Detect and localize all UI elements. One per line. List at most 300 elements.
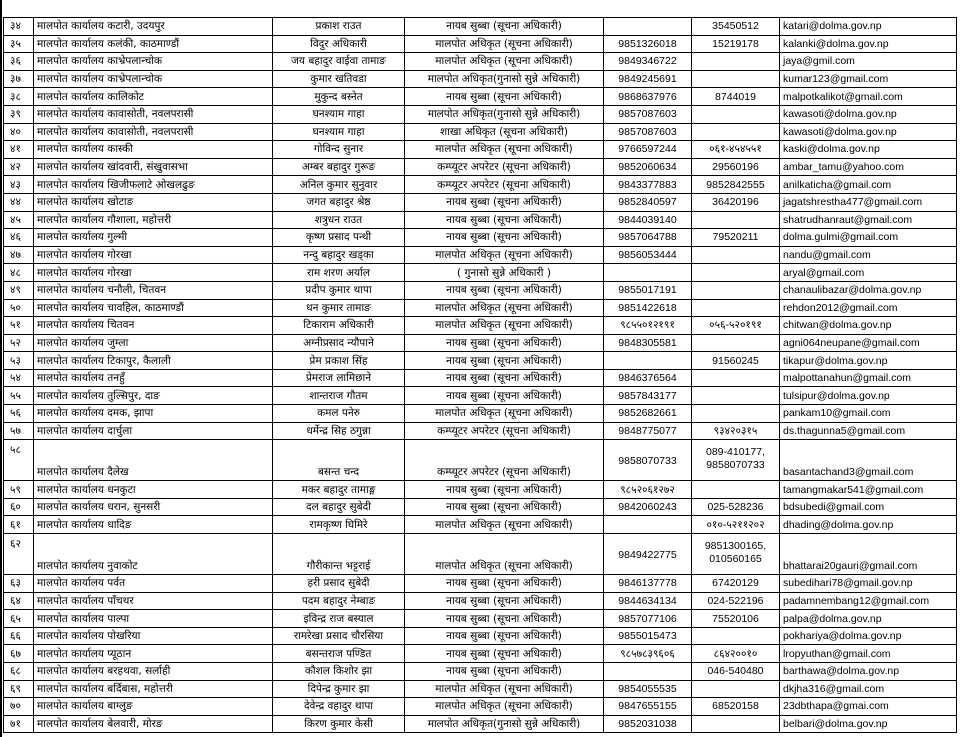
email-address[interactable]: ambar_tamu@yahoo.com: [780, 158, 957, 176]
mobile-number: 9852840597: [604, 193, 692, 211]
officer-name: बसन्तराज पण्डित: [273, 645, 405, 663]
officer-name: रामकृष्ण घिमिरे: [273, 516, 405, 534]
office-name: मालपोत कार्यालय धनकुटा: [34, 481, 273, 499]
table-row: [4, 317, 957, 335]
table-row: [4, 645, 957, 663]
serial-number: ६५: [4, 610, 34, 628]
email-address[interactable]: pankam10@gmail.com: [780, 405, 957, 423]
email-address[interactable]: kaski@dolma.gov.np: [780, 141, 957, 159]
office-name: मालपोत कार्यालय बेलवारी, मोरङ: [34, 715, 273, 733]
table-row: [4, 369, 957, 387]
serial-number: ४७: [4, 246, 34, 264]
mobile-number: 9847655155: [604, 698, 692, 716]
email-address[interactable]: aryal@gmail.com: [780, 264, 957, 282]
table-row: [4, 229, 957, 247]
phone-number: 9852842555: [692, 176, 780, 194]
officer-name: घनश्याम गाहा: [273, 123, 405, 141]
email-address[interactable]: rehdon2012@gmail.com: [780, 299, 957, 317]
phone-number: 79520211: [692, 229, 780, 247]
email-address[interactable]: jagatshrestha477@gmail.com: [780, 193, 957, 211]
designation: मालपोत अधिकृत(गुनासो सुन्ने अधिकारी): [405, 105, 604, 123]
mobile-number: [604, 18, 692, 36]
designation: नायब सुब्बा (सूचना अधिकारी): [405, 387, 604, 405]
table-row: [4, 663, 957, 681]
mobile-number: 9857064788: [604, 229, 692, 247]
table-row: [4, 88, 957, 106]
serial-number: ६२: [4, 534, 34, 575]
table-row: [4, 246, 957, 264]
serial-number: ४१: [4, 141, 34, 159]
officer-name: विदुर अधिकारी: [273, 35, 405, 53]
mobile-number: 9849422775: [604, 534, 692, 575]
serial-number: ४५: [4, 211, 34, 229]
phone-number: 9851300165, 010560165: [692, 534, 780, 575]
office-name: मालपोत कार्यालय चितवन: [34, 317, 273, 335]
phone-number: ८६४२००१०: [692, 645, 780, 663]
table-row: [4, 534, 957, 575]
phone-number: [692, 123, 780, 141]
officer-name: दल बहादुर सुबेदी: [273, 498, 405, 516]
office-name: मालपोत कार्यालय बरहथवा, सर्लाही: [34, 663, 273, 681]
serial-number: ३९: [4, 105, 34, 123]
mobile-number: [604, 663, 692, 681]
mobile-number: 9856053444: [604, 246, 692, 264]
email-address[interactable]: palpa@dolma.gov.np: [780, 610, 957, 628]
office-name: मालपोत कार्यालय दैलेख: [34, 440, 273, 481]
mobile-number: 9846376564: [604, 369, 692, 387]
email-address[interactable]: kawasoti@dolma.gov.np: [780, 123, 957, 141]
designation: मालपोत अधिकृत (सूचना अधिकारी): [405, 299, 604, 317]
phone-number: ०१०-५२११२०२: [692, 516, 780, 534]
designation: मालपोत अधिकृत (सूचना अधिकारी): [405, 53, 604, 71]
table-row: [4, 105, 957, 123]
officer-name: शत्रुधन राउत: [273, 211, 405, 229]
designation: नायब सुब्बा (सूचना अधिकारी): [405, 18, 604, 36]
mobile-number: 9855015473: [604, 627, 692, 645]
table-row: [4, 405, 957, 423]
serial-number: ३७: [4, 70, 34, 88]
table-row: [4, 141, 957, 159]
office-name: मालपोत कार्यालय गुल्मी: [34, 229, 273, 247]
office-name: मालपोत कार्यालय टिकापुर, कैलाली: [34, 352, 273, 370]
designation: मालपोत अधिकृत (सूचना अधिकारी): [405, 317, 604, 335]
officer-name: काैशल किशाेर झा: [273, 663, 405, 681]
officer-name: धन कुमार तामाङ: [273, 299, 405, 317]
office-name: मालपोत कार्यालय गाैशाला, महाेत्तरी: [34, 211, 273, 229]
email-address[interactable]: kawasoti@dolma.gov.np: [780, 105, 957, 123]
email-address[interactable]: tikapur@dolma.gov.np: [780, 352, 957, 370]
designation: कम्प्यूटर अपरेटर (सूचना अधिकारी): [405, 158, 604, 176]
designation: नायब सुब्बा (सूचना अधिकारी): [405, 575, 604, 593]
designation: नायब सुब्बा (सूचना अधिकारी): [405, 481, 604, 499]
serial-number: ५६: [4, 405, 34, 423]
email-address[interactable]: chanaulibazar@dolma.gov.np: [780, 281, 957, 299]
table-row: [4, 176, 957, 194]
office-name: मालपोत कार्यालय कावासोती, नवलपरासी: [34, 123, 273, 141]
designation: नायब सुब्बा (सूचना अधिकारी): [405, 211, 604, 229]
designation: मालपोत अधिकृत (सूचना अधिकारी): [405, 141, 604, 159]
mobile-number: 9848775077: [604, 422, 692, 440]
serial-number: ४८: [4, 264, 34, 282]
officer-name: दिपेन्द्र कुमार झा: [273, 680, 405, 698]
officer-name: प्रदीप कुमार थापा: [273, 281, 405, 299]
designation: मालपोत अधिकृत(गुनासो सुन्ने अधिकारी): [405, 715, 604, 733]
mobile-number: 9844039140: [604, 211, 692, 229]
office-name: मालपोत कार्यालय प्यूठान: [34, 645, 273, 663]
mobile-number: 9854055535: [604, 680, 692, 698]
officer-name: धर्मेन्द्र सिह ठगुन्ना: [273, 422, 405, 440]
email-address[interactable]: tamangmakar541@gmail.com: [780, 481, 957, 499]
phone-number: 68520158: [692, 698, 780, 716]
email-address[interactable]: tulsipur@dolma.gov.np: [780, 387, 957, 405]
designation: नायब सुब्बा (सूचना अधिकारी): [405, 88, 604, 106]
designation: मालपोत अधिकृत (सूचना अधिकारी): [405, 534, 604, 575]
serial-number: ५३: [4, 352, 34, 370]
officer-name: गोविन्द सुनार: [273, 141, 405, 159]
email-address[interactable]: ds.thagunna5@gmail.com: [780, 422, 957, 440]
phone-number: ९३४२०३१५: [692, 422, 780, 440]
email-address[interactable]: dolma.gulmi@gmail.com: [780, 229, 957, 247]
page-left-border: [0, 0, 2, 737]
email-address[interactable]: chitwan@dolma.gov.np: [780, 317, 957, 335]
mobile-number: 9858070733: [604, 440, 692, 481]
table-body: [4, 18, 957, 733]
table-row: [4, 440, 957, 481]
email-address[interactable]: kalanki@dolma.gov.np: [780, 35, 957, 53]
phone-number: 35450512: [692, 18, 780, 36]
designation: नायब सुब्बा (सूचना अधिकारी): [405, 334, 604, 352]
office-name: मालपोत कार्यालय कलंकी, काठमाण्डौं: [34, 35, 273, 53]
mobile-number: 9857087603: [604, 105, 692, 123]
phone-number: 8744019: [692, 88, 780, 106]
serial-number: ६६: [4, 627, 34, 645]
designation: नायब सुब्बा (सूचना अधिकारी): [405, 645, 604, 663]
office-name: मालपोत कार्यालय तनहुँ: [34, 369, 273, 387]
table-row: [4, 516, 957, 534]
officer-name: हरी प्रसाद सुबेदी: [273, 575, 405, 593]
mobile-number: [604, 264, 692, 282]
officer-name: पदम बहादुर नेम्बाङ: [273, 592, 405, 610]
table-row: [4, 680, 957, 698]
officer-name: कुमार खतिवडा: [273, 70, 405, 88]
phone-number: 024-522196: [692, 592, 780, 610]
email-address[interactable]: katari@dolma.gov.np: [780, 18, 957, 36]
officer-name: जगत बहादुर श्रेष्ठ: [273, 193, 405, 211]
email-address[interactable]: 23dbthapa@gmai.com: [780, 698, 957, 716]
phone-number: [692, 281, 780, 299]
phone-number: 046-540480: [692, 663, 780, 681]
serial-number: ६४: [4, 592, 34, 610]
email-address[interactable]: lropyuthan@gmail.com: [780, 645, 957, 663]
designation: नायब सुब्बा (सूचना अधिकारी): [405, 193, 604, 211]
serial-number: ७१: [4, 715, 34, 733]
officer-name: प्रेमराज लामिछाने: [273, 369, 405, 387]
mobile-number: 9844634134: [604, 592, 692, 610]
officer-name: कमल पनेरु: [273, 405, 405, 423]
phone-number: [692, 405, 780, 423]
officer-name: रामरेखा प्रसाद चौरसिया: [273, 627, 405, 645]
office-name: मालपोत कार्यालय पाल्पा: [34, 610, 273, 628]
office-name: मालपोत कार्यालय धादिङ: [34, 516, 273, 534]
email-address[interactable]: padamnembang12@gmail.com: [780, 592, 957, 610]
mobile-number: 9857843177: [604, 387, 692, 405]
table-row: [4, 158, 957, 176]
designation: मालपोत अधिकृत (सूचना अधिकारी): [405, 680, 604, 698]
designation: नायब सुब्बा (सूचना अधिकारी): [405, 627, 604, 645]
phone-number: ०५६-५२०१९१: [692, 317, 780, 335]
mobile-number: 9849346722: [604, 53, 692, 71]
serial-number: ६१: [4, 516, 34, 534]
office-name: मालपोत कार्यालय कावासोती, नवलपरासी: [34, 105, 273, 123]
phone-number: [692, 246, 780, 264]
serial-number: ५८: [4, 440, 34, 481]
email-address[interactable]: jaya@gmil.com: [780, 53, 957, 71]
designation: नायब सुब्बा (सूचना अधिकारी): [405, 498, 604, 516]
officer-name: प्रकाश राउत: [273, 18, 405, 36]
mobile-number: 9843377883: [604, 176, 692, 194]
table-row: [4, 264, 957, 282]
designation: नायब सुब्बा (सूचना अधिकारी): [405, 592, 604, 610]
officer-name: गौरीकान्त भट्टराई: [273, 534, 405, 575]
email-address[interactable]: nandu@gmail.com: [780, 246, 957, 264]
office-name: मालपोत कार्यालय जुम्ला: [34, 334, 273, 352]
office-name: मालपोत कार्यालय काभ्रेपलान्चोक: [34, 53, 273, 71]
table-row: [4, 422, 957, 440]
serial-number: ६०: [4, 498, 34, 516]
office-name: मालपोत कार्यालय चावहिल, काठमाण्डौं: [34, 299, 273, 317]
table-row: [4, 193, 957, 211]
officer-name: प्रेम प्रकाश सिंह: [273, 352, 405, 370]
mobile-number: ९८५२०६१२७२: [604, 481, 692, 499]
phone-number: 75520106: [692, 610, 780, 628]
designation: नायब सुब्बा (सूचना अधिकारी): [405, 229, 604, 247]
mobile-number: 9857087603: [604, 123, 692, 141]
phone-number: [692, 211, 780, 229]
officer-name: राम शरण अर्याल: [273, 264, 405, 282]
serial-number: ६३: [4, 575, 34, 593]
office-name: मालपोत कार्यालय बाग्लुङ: [34, 698, 273, 716]
officer-name: घनश्याम गाहा: [273, 105, 405, 123]
phone-number: [692, 387, 780, 405]
officer-name: अग्नीप्रसाद न्यौपाने: [273, 334, 405, 352]
email-address[interactable]: dhading@dolma.gov.np: [780, 516, 957, 534]
phone-number: 29560196: [692, 158, 780, 176]
table-row: [4, 299, 957, 317]
phone-number: [692, 53, 780, 71]
mobile-number: 9857077106: [604, 610, 692, 628]
office-name: मालपोत कार्यालय पाँचथर: [34, 592, 273, 610]
designation: कम्प्यूटर अपरेटर (सूचना अधिकारी): [405, 440, 604, 481]
officer-name: जय बहादुर वाईवा तामाङ: [273, 53, 405, 71]
phone-number: [692, 369, 780, 387]
phone-number: 67420129: [692, 575, 780, 593]
officer-name: नन्दु बहादुर खड्का: [273, 246, 405, 264]
serial-number: ७०: [4, 698, 34, 716]
officer-name: अनिल कुमार सुनुवार: [273, 176, 405, 194]
designation: नायब सुब्बा (सूचना अधिकारी): [405, 663, 604, 681]
designation: मालपोत अधिकृत (सूचना अधिकारी): [405, 246, 604, 264]
designation: कम्प्यूटर अपरेटर (सूचना अधिकारी): [405, 176, 604, 194]
office-name: मालपोत कार्यालय नुवाकोट: [34, 534, 273, 575]
table-row: [4, 627, 957, 645]
officer-name: अम्बर बहादुर गुरूङ: [273, 158, 405, 176]
table-row: [4, 18, 957, 36]
table-row: [4, 211, 957, 229]
phone-number: [692, 715, 780, 733]
serial-number: ३६: [4, 53, 34, 71]
table-row: [4, 592, 957, 610]
phone-number: [692, 105, 780, 123]
serial-number: ४०: [4, 123, 34, 141]
mobile-number: ९८५७८३९६०६: [604, 645, 692, 663]
table-row: [4, 498, 957, 516]
officer-name: कृष्ण प्रसाद पन्थी: [273, 229, 405, 247]
serial-number: ४३: [4, 176, 34, 194]
phone-number: [692, 627, 780, 645]
mobile-number: 9846137778: [604, 575, 692, 593]
table-row: [4, 481, 957, 499]
email-address[interactable]: pokhariya@dolma.gov.np: [780, 627, 957, 645]
serial-number: ५९: [4, 481, 34, 499]
table-row: [4, 123, 957, 141]
office-name: मालपोत कार्यालय चनौली, चितवन: [34, 281, 273, 299]
office-name: मालपोत कार्यालय कटारी, उदयपुर: [34, 18, 273, 36]
designation: नायब सुब्बा (सूचना अधिकारी): [405, 610, 604, 628]
serial-number: ४२: [4, 158, 34, 176]
mobile-number: 9852031038: [604, 715, 692, 733]
serial-number: ५५: [4, 387, 34, 405]
serial-number: ५४: [4, 369, 34, 387]
serial-number: ३४: [4, 18, 34, 36]
mobile-number: 9855017191: [604, 281, 692, 299]
office-name: मालपोत कार्यालय खांदवारी, संखुवासभा: [34, 158, 273, 176]
serial-number: ३८: [4, 88, 34, 106]
table-row: [4, 70, 957, 88]
office-name: मालपोत कार्यालय पोखरिया: [34, 627, 273, 645]
mobile-number: [604, 516, 692, 534]
office-name: मालपोत कार्यालय गोरखा: [34, 246, 273, 264]
email-address[interactable]: basantachand3@gmail.com: [780, 440, 957, 481]
designation: मालपोत अधिकृत(गुनासो सुन्ने अधिकारी): [405, 70, 604, 88]
table-row: [4, 281, 957, 299]
phone-number: [692, 481, 780, 499]
serial-number: ४६: [4, 229, 34, 247]
office-name: मालपोत कार्यालय दमक, झापा: [34, 405, 273, 423]
mobile-number: ९८५५०१२१९१: [604, 317, 692, 335]
serial-number: ६७: [4, 645, 34, 663]
office-name: मालपोत कार्यालय धरान, सुनसरी: [34, 498, 273, 516]
serial-number: ४९: [4, 281, 34, 299]
designation: मालपोत अधिकृत (सूचना अधिकारी): [405, 698, 604, 716]
office-name: मालपोत कार्यालय खिजीफलाटे ओखलढुङ: [34, 176, 273, 194]
designation: नायब सुब्बा (सूचना अधिकारी): [405, 369, 604, 387]
mobile-number: 9851422618: [604, 299, 692, 317]
designation: ( गुनासो सुन्ने अधिकारी ): [405, 264, 604, 282]
office-name: मालपोत कार्यालय दार्चुला: [34, 422, 273, 440]
mobile-number: [604, 352, 692, 370]
serial-number: ६८: [4, 663, 34, 681]
table-row: [4, 352, 957, 370]
table-row: [4, 715, 957, 733]
email-address[interactable]: agni064neupane@gmail.com: [780, 334, 957, 352]
serial-number: ४४: [4, 193, 34, 211]
officer-name: बसन्त चन्द: [273, 440, 405, 481]
office-name: मालपोत कार्यालय खोटाङ: [34, 193, 273, 211]
designation: नायब सुब्बा (सूचना अधिकारी): [405, 281, 604, 299]
table-row: [4, 698, 957, 716]
email-address[interactable]: shatrudhanraut@gmail.com: [780, 211, 957, 229]
officer-name: देवेन्द्र वहादुर थापा: [273, 698, 405, 716]
email-address[interactable]: anilkaticha@gmail.com: [780, 176, 957, 194]
phone-number: [692, 334, 780, 352]
table-row: [4, 35, 957, 53]
email-address[interactable]: barthawa@dolma.gov.np: [780, 663, 957, 681]
phone-number: 36420196: [692, 193, 780, 211]
office-name: मालपोत कार्यालय कालिकोट: [34, 88, 273, 106]
designation: कम्प्यूटर अपरेटर (सूचना अधिकारी): [405, 422, 604, 440]
email-address[interactable]: subedihari78@gmail.gov.np: [780, 575, 957, 593]
phone-number: 089-410177, 9858070733: [692, 440, 780, 481]
office-contact-table: [3, 17, 957, 733]
officer-name: इविन्द्र राज बस्याल: [273, 610, 405, 628]
office-name: मालपोत कार्यालय पर्वत: [34, 575, 273, 593]
serial-number: ५१: [4, 317, 34, 335]
email-address[interactable]: malpotkalikot@gmail.com: [780, 88, 957, 106]
mobile-number: 9842060243: [604, 498, 692, 516]
officer-name: शान्तराज गौतम: [273, 387, 405, 405]
table-row: [4, 53, 957, 71]
email-address[interactable]: kumar123@gmail.com: [780, 70, 957, 88]
designation: शाखा अधिकृत (सूचना अधिकारी): [405, 123, 604, 141]
phone-number: 15219178: [692, 35, 780, 53]
phone-number: [692, 264, 780, 282]
email-address[interactable]: malpottanahun@gmail.com: [780, 369, 957, 387]
office-name: मालपोत कार्यालय गोरखा: [34, 264, 273, 282]
designation: नायब सुब्बा (सूचना अधिकारी): [405, 352, 604, 370]
table-row: [4, 387, 957, 405]
mobile-number: 9852682661: [604, 405, 692, 423]
phone-number: [692, 680, 780, 698]
phone-number: [692, 299, 780, 317]
table-row: [4, 334, 957, 352]
officer-name: मुकुन्द बस्नेत: [273, 88, 405, 106]
email-address[interactable]: bhattarai20gauri@gmail.com: [780, 534, 957, 575]
office-name: मालपोत कार्यालय कास्की: [34, 141, 273, 159]
mobile-number: 9852060634: [604, 158, 692, 176]
officer-name: मकर बहादुर तामाङ्ग: [273, 481, 405, 499]
table-row: [4, 575, 957, 593]
phone-number: 025-528236: [692, 498, 780, 516]
table-row: [4, 610, 957, 628]
email-address[interactable]: dkjha316@gmail.com: [780, 680, 957, 698]
serial-number: ५७: [4, 422, 34, 440]
phone-number: [692, 70, 780, 88]
officer-name: किरण कुमार केसी: [273, 715, 405, 733]
mobile-number: 9868637976: [604, 88, 692, 106]
serial-number: ६९: [4, 680, 34, 698]
phone-number: ०६१-४५४५५१: [692, 141, 780, 159]
mobile-number: 9848305581: [604, 334, 692, 352]
serial-number: ५२: [4, 334, 34, 352]
designation: मालपोत अधिकृत (सूचना अधिकारी): [405, 405, 604, 423]
email-address[interactable]: belbari@dolma.gov.np: [780, 715, 957, 733]
serial-number: ३५: [4, 35, 34, 53]
office-name: मालपोत कार्यालय काभ्रेपलान्चोक: [34, 70, 273, 88]
serial-number: ५०: [4, 299, 34, 317]
phone-number: 91560245: [692, 352, 780, 370]
email-address[interactable]: bdsubedi@gmail.com: [780, 498, 957, 516]
mobile-number: 9766597244: [604, 141, 692, 159]
